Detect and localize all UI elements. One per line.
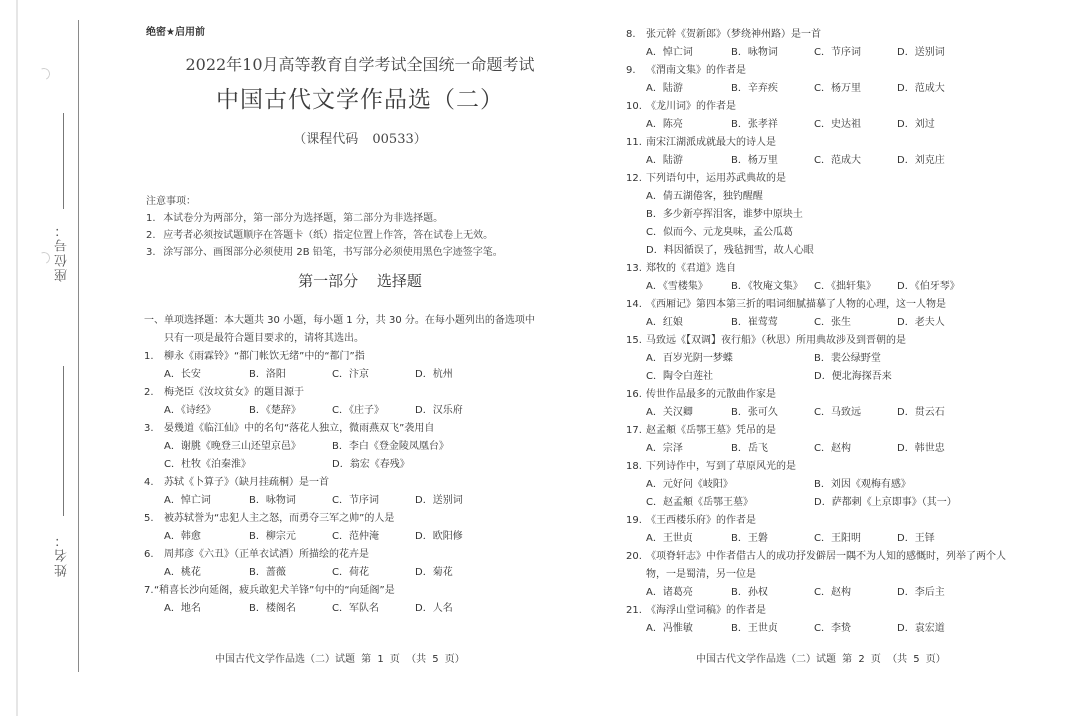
question-21: 21. 《海浮山堂词稿》的作者是 — [626, 605, 766, 616]
option: C．杨万里 — [814, 83, 861, 94]
option: C．荷花 — [332, 567, 369, 578]
option-row — [626, 188, 1046, 206]
question-7-options — [144, 600, 584, 618]
question-11-options — [626, 152, 1046, 170]
option-row — [626, 224, 1046, 242]
option: C．张生 — [814, 317, 851, 328]
option: A．长安 — [164, 369, 201, 380]
option: C．王阳明 — [814, 533, 861, 544]
question-12: 12. 下列语句中，运用苏武典故的是 — [626, 173, 786, 184]
option: B．岳飞 — [731, 443, 768, 454]
question-14-options — [626, 314, 1046, 332]
option: C．杜牧《泊秦淮》 — [164, 459, 251, 470]
binding-hole-mark — [36, 66, 51, 81]
option: B．咏物词 — [731, 47, 778, 58]
question-2-options — [144, 402, 584, 420]
option: B．蔷薇 — [249, 567, 286, 578]
option: D．翁宏《春残》 — [332, 459, 410, 470]
question-list-page2 — [626, 26, 1046, 638]
question-15: 15. 马致远《【双调】夜行船》（秋思）所用典故涉及到晋朝的是 — [626, 335, 906, 346]
question-1: 1. 柳永《雨霖铃》“都门帐饮无绪”中的“都门”指 — [144, 351, 365, 362]
option: A．陈亮 — [646, 119, 683, 130]
option: C．军队名 — [332, 603, 379, 614]
option: C．赵构 — [814, 587, 851, 598]
question-6-options — [144, 564, 584, 582]
option: B．王磐 — [731, 533, 768, 544]
subject-title: 中国古代文学作品选（二） — [216, 87, 504, 113]
option: B．柳宗元 — [249, 531, 296, 542]
option: D．李后主 — [897, 587, 945, 598]
question-13: 13. 郑牧的《君道》选自 — [626, 263, 736, 274]
option: A．《诗经》 — [164, 405, 216, 416]
question-14: 14. 《西厢记》第四本第三折的唱词细腻描摹了人物的心理，这一人物是 — [626, 299, 946, 310]
question-18-options-cd — [626, 494, 1046, 512]
option: B．崔莺莺 — [731, 317, 778, 328]
option: D．便北海探吾来 — [814, 371, 892, 382]
option: C．陶令白莲社 — [646, 371, 713, 382]
option: A．陆游 — [646, 155, 683, 166]
binding-line — [78, 20, 79, 672]
question-20-continued: 物，一是蜀清，另一位是 — [646, 569, 756, 580]
option: D．贯云石 — [897, 407, 945, 418]
question-4: 4. 苏轼《卜算子》（缺月挂疏桐）是一首 — [144, 477, 329, 488]
question-7: 7. “稍喜长沙向延阁，疲兵敢犯犬羊锋”句中的“向延阁”是 — [144, 585, 395, 596]
option: C．汴京 — [332, 369, 369, 380]
question-9-options — [626, 80, 1046, 98]
option-row — [626, 206, 1046, 224]
course-code: （课程代码 00533） — [293, 132, 427, 147]
question-list-page1 — [144, 312, 584, 618]
option: D．人名 — [415, 603, 453, 614]
question-2: 2. 梅尧臣《汝坟贫女》的题目源于 — [144, 387, 304, 398]
option: D．袁宏道 — [897, 623, 945, 634]
option: D．杭州 — [415, 369, 453, 380]
option: C．范成大 — [814, 155, 861, 166]
option: A．谢朓《晚登三山还望京邑》 — [164, 441, 301, 452]
scan-edge-line — [16, 0, 18, 716]
question-17: 17. 赵孟頫《岳鄂王墓》凭吊的是 — [626, 425, 776, 436]
option: A．桃花 — [164, 567, 201, 578]
question-19-options — [626, 530, 1046, 548]
option: C．范仲淹 — [332, 531, 379, 542]
option: C．史达祖 — [814, 119, 861, 130]
option: B．杨万里 — [731, 155, 778, 166]
option: B．《牧庵文集》 — [731, 281, 803, 292]
option: D．韩世忠 — [897, 443, 945, 454]
question-15-options-ab — [626, 350, 1046, 368]
question-3-options-ab — [144, 438, 584, 456]
question-9: 9. 《渭南文集》的作者是 — [626, 65, 746, 76]
option: D．送别词 — [415, 495, 463, 506]
option: B．刘因《观梅有感》 — [814, 479, 911, 490]
question-15-options-cd — [626, 368, 1046, 386]
option: B．咏物词 — [249, 495, 296, 506]
question-8-options — [626, 44, 1046, 62]
confidential-label: 绝密★启用前 — [146, 27, 205, 38]
option: C．似而今、元龙臭味，孟公瓜葛 — [646, 227, 793, 238]
seat-underline — [63, 113, 64, 209]
option: D．欧阳修 — [415, 531, 463, 542]
question-1-options — [144, 366, 584, 384]
question-20: 20. 《项脊轩志》中作者借古人的成功抒发僻居一隅不为人知的感慨时，列举了两个人 — [626, 551, 1006, 562]
option: A．《雪楼集》 — [646, 281, 708, 292]
question-17-options — [626, 440, 1046, 458]
option: B．孙权 — [731, 587, 768, 598]
notice-section — [146, 193, 503, 261]
exam-title: 2022年10月高等教育自学考试全国统一命题考试 — [185, 55, 535, 74]
name-label: 姓名： — [55, 532, 70, 577]
option: C．《拙轩集》 — [814, 281, 876, 292]
option: D．王铎 — [897, 533, 935, 544]
binding-hole-mark — [36, 250, 51, 265]
option: A．百岁光阴一梦蝶 — [646, 353, 733, 364]
question-6: 6. 周邦彦《六丑》（正单衣试酒）所描绘的花卉是 — [144, 549, 369, 560]
question-20-options — [626, 584, 1046, 602]
notice-item: 1. 本试卷分为两部分，第一部分为选择题，第二部分为非选择题。 — [146, 213, 444, 224]
option: D．老夫人 — [897, 317, 945, 328]
option: D．范成大 — [897, 83, 945, 94]
question-5: 5. 被苏轼誉为“忠犯人主之怒，而勇夺三军之帅”的人是 — [144, 513, 395, 524]
section-instruction: 只有一项是最符合题目要求的，请将其选出。 — [164, 333, 364, 344]
option: C．李贽 — [814, 623, 851, 634]
question-18: 18. 下列诗作中，写到了草原风光的是 — [626, 461, 796, 472]
option: A．地名 — [164, 603, 201, 614]
option: D．刘克庄 — [897, 155, 945, 166]
question-21-options — [626, 620, 1046, 638]
option: C．马致远 — [814, 407, 861, 418]
seat-number-label: 座位号： — [55, 222, 70, 282]
option: A．冯惟敏 — [646, 623, 693, 634]
option: D．料因循误了，残毡拥雪，故人心眼 — [646, 245, 814, 256]
question-18-options-ab — [626, 476, 1046, 494]
option: B．李白《登金陵凤凰台》 — [332, 441, 449, 452]
option: A．倩五湖倦客，独钓醒醒 — [646, 191, 763, 202]
option: A．红娘 — [646, 317, 683, 328]
option: B．楼阁名 — [249, 603, 296, 614]
question-16: 16. 传世作品最多的元散曲作家是 — [626, 389, 776, 400]
option: B．《楚辞》 — [249, 405, 301, 416]
option: B．张可久 — [731, 407, 778, 418]
option: C．《庄子》 — [332, 405, 384, 416]
option: B．张孝祥 — [731, 119, 778, 130]
section-instruction: 一、单项选择题：本大题共 30 小题，每小题 1 分，共 30 分。在每小题列出的备选项中 — [144, 315, 535, 326]
option: B．王世贞 — [731, 623, 778, 634]
question-19: 19. 《王西楼乐府》的作者是 — [626, 515, 756, 526]
page-footer-1: 中国古代文学作品选（二）试题 第 1 页 （共 5 页） — [215, 654, 465, 665]
option: C．赵构 — [814, 443, 851, 454]
option: A．王世贞 — [646, 533, 693, 544]
question-16-options — [626, 404, 1046, 422]
notice-item: 2. 应考者必须按试题顺序在答题卡（纸）指定位置上作答，答在试卷上无效。 — [146, 230, 494, 241]
option: D．萨都剌《上京即事》（其一） — [814, 497, 957, 508]
question-3: 3. 晏幾道《临江仙》中的名句“落花人独立，微雨燕双飞”袭用自 — [144, 423, 435, 434]
question-11: 11. 南宋江湖派成就最大的诗人是 — [626, 137, 776, 148]
page-footer-2: 中国古代文学作品选（二）试题 第 2 页 （共 5 页） — [696, 654, 946, 665]
option: A．诸葛亮 — [646, 587, 693, 598]
option: B．洛阳 — [249, 369, 286, 380]
option: D．《伯牙琴》 — [897, 281, 960, 292]
option: C．赵孟頫《岳鄂王墓》 — [646, 497, 753, 508]
option: B．辛弃疾 — [731, 83, 778, 94]
question-10-options — [626, 116, 1046, 134]
option: A．悼亡词 — [646, 47, 693, 58]
part-title: 第一部分 选择题 — [298, 272, 422, 290]
question-4-options — [144, 492, 584, 510]
option: D．汉乐府 — [415, 405, 463, 416]
question-13-options — [626, 278, 1046, 296]
question-8: 8. 张元幹《贺新郎》（梦绕神州路）是一首 — [626, 29, 821, 40]
option: D．送别词 — [897, 47, 945, 58]
question-5-options — [144, 528, 584, 546]
option: A．韩愈 — [164, 531, 201, 542]
option: A．悼亡词 — [164, 495, 211, 506]
option: A．关汉卿 — [646, 407, 693, 418]
option: C．节序词 — [332, 495, 379, 506]
option: C．节序词 — [814, 47, 861, 58]
option-row — [626, 242, 1046, 260]
question-10: 10. 《龙川词》的作者是 — [626, 101, 736, 112]
notice-item: 3. 涂写部分、画图部分必须使用 2B 铅笔，书写部分必须使用黑色字迹签字笔。 — [146, 247, 503, 258]
option: B．裴公绿野堂 — [814, 353, 881, 364]
option: D．菊花 — [415, 567, 453, 578]
option: B．多少新亭挥泪客，谁梦中原块土 — [646, 209, 803, 220]
option: A．元好问《岐阳》 — [646, 479, 733, 490]
option: A．陆游 — [646, 83, 683, 94]
option: A．宗泽 — [646, 443, 683, 454]
option: D．刘过 — [897, 119, 935, 130]
notice-heading: 注意事项： — [146, 196, 196, 207]
question-3-options-cd — [144, 456, 584, 474]
name-underline — [63, 366, 64, 516]
